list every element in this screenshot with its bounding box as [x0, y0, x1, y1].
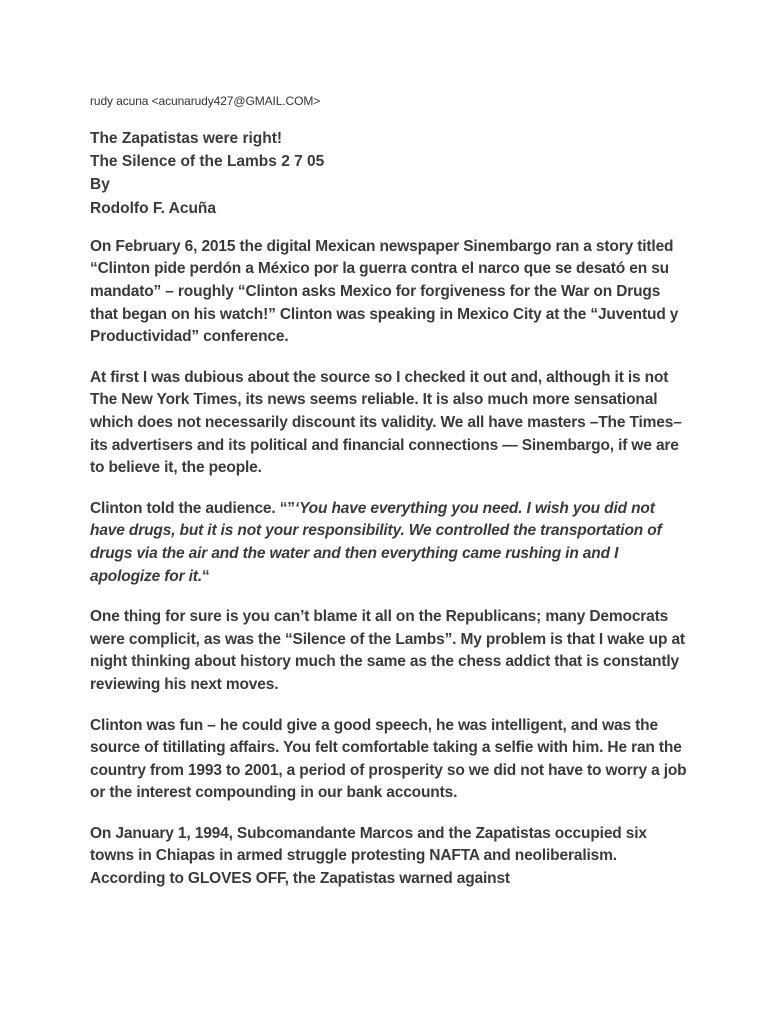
- paragraph-1: On February 6, 2015 the digital Mexican newspaper Sinembargo ran a story titled “Clinton pide perdón a México por la guerra contra el narco que se desató en su mandato” – roughly “Clinton asks Mexico for forgiveness for the War on Drugs that began on his watch!” Clinton was speaking in Mexico City at the “Juventud y Productividad” conference.: [90, 237, 679, 346]
- paragraph-3-end: “: [201, 567, 210, 585]
- author-name: Rodolfo F. Acuña: [90, 199, 216, 217]
- clinton-quote: ‘You have everything you need. I wish you did not have drugs, but it is not your responsibility. We controlled the transportation of drugs via the air and the water and then everything came rushing in and I apologize for it.: [90, 499, 662, 585]
- email-sender: rudy acuna <acunarudy427@GMAIL.COM>: [90, 94, 321, 108]
- paragraph-2: At first I was dubious about the source so I checked it out and, although it is not The New York Times, its news seems reliable. It is also much more sensational which does not necessarily discount its validity. We all have masters –The Times– its advertisers and its political and financial connections — Sinembargo, if we are to believe it, the people.: [90, 368, 682, 477]
- byline-label: By: [90, 176, 110, 194]
- paragraph-6: On January 1, 1994, Subcomandante Marcos and the Zapatistas occupied six towns in Chiapas in armed struggle protesting NAFTA and neoliberalism. According to GLOVES OFF, the Zapatistas warned against: [90, 824, 647, 888]
- document-page: [90, 92, 690, 909]
- paragraph-3: [90, 498, 690, 588]
- article-title: The Zapatistas were right!: [90, 130, 283, 147]
- article-subtitle: The Silence of the Lambs 2 7 05: [90, 153, 325, 171]
- article-header: [90, 127, 690, 220]
- paragraph-5: Clinton was fun – he could give a good speech, he was intelligent, and was the source of titillating affairs. You felt comfortable taking a selfie with him. He ran the country from 1993 to 2001, a period of prosperity so we did not have to worry a job or the interest compounding in our bank accounts.: [90, 716, 687, 802]
- paragraph-4: One thing for sure is you can’t blame it all on the Republicans; many Democrats were complicit, as was the “Silence of the Lambs”. My problem is that I wake up at night thinking about history much the same as the chess addict that is constantly reviewing his next moves.: [90, 608, 685, 693]
- paragraph-3-lead: Clinton told the audience. “”: [90, 499, 295, 517]
